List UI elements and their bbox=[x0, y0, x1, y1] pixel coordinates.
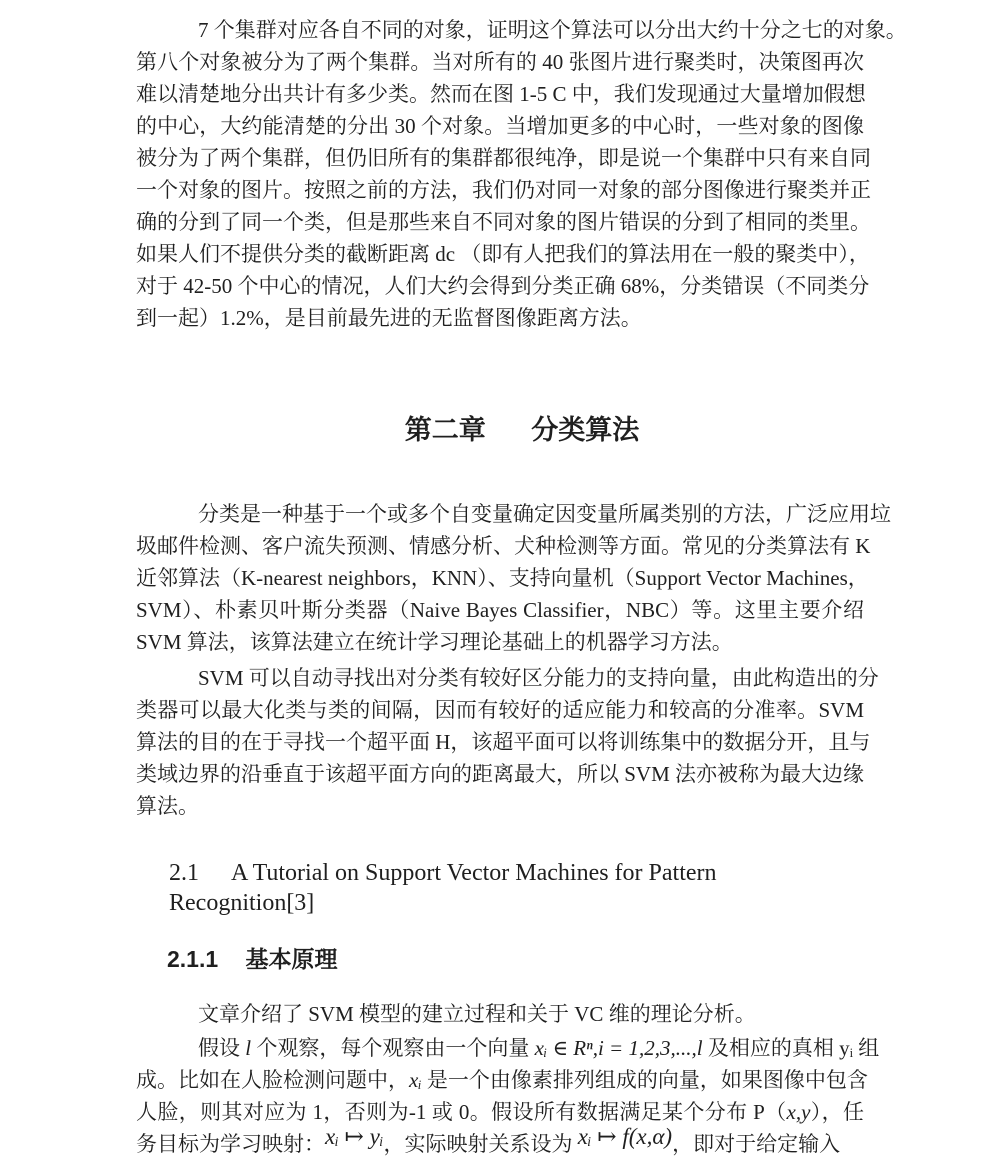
text-line bbox=[136, 1096, 864, 1128]
text-line bbox=[136, 78, 864, 110]
text-segment: 到一起）1.2%，是目前最先进的无监督图像距离方法。 bbox=[136, 306, 642, 330]
text-segment: 对于 42-50 个中心的情况，人们大约会得到分类正确 68%，分类错误（不同类分 bbox=[136, 274, 870, 298]
text-line bbox=[136, 302, 864, 334]
text-segment: 文章介绍了 SVM 模型的建立过程和关于 VC 维的理论分析。 bbox=[198, 1002, 756, 1026]
text-segment: 分类是一种基于一个或多个自变量确定因变量所属类别的方法，广泛应用垃 bbox=[198, 502, 891, 526]
paragraph-article-summary bbox=[136, 998, 864, 1030]
text-line bbox=[136, 1064, 868, 1096]
text-segment: 个观察，每个观察由一个向量 bbox=[251, 1036, 535, 1060]
chapter-number: 第二章 bbox=[404, 415, 486, 445]
text-segment: ，即对于给定输入 bbox=[672, 1132, 841, 1156]
text-segment: 人脸，则其对应为 1，否则为-1 或 0。假设所有数据满足某个分布 P（ bbox=[136, 1100, 787, 1124]
text-line bbox=[136, 498, 891, 530]
text-line bbox=[136, 206, 871, 238]
paragraph-classification-intro bbox=[136, 498, 891, 658]
math-segment: l bbox=[245, 1036, 252, 1060]
text-line bbox=[136, 46, 864, 78]
text-segment: 7 个集群对应各自不同的对象，证明这个算法可以分出大约十分之七的对象。 bbox=[198, 18, 907, 42]
text-column bbox=[136, 0, 907, 1160]
text-line bbox=[136, 562, 869, 594]
text-segment: 类器可以最大化类与类的间隔，因而有较好的适应能力和较高的分准率。SVM bbox=[136, 698, 864, 722]
subsection-title: 基本原理 bbox=[245, 946, 338, 972]
text-segment: SVM 可以自动寻找出对分类有较好区分能力的支持向量，由此构造出的分 bbox=[198, 666, 879, 690]
text-segment: 如果人们不提供分类的截断距离 dc （即有人把我们的算法用在一般的聚类中）， bbox=[136, 242, 870, 266]
section-title: A Tutorial on Support Vector Machines for Pattern Recognition[3] bbox=[169, 860, 717, 916]
text-segment: 第八个对象被分为了两个集群。当对所有的 40 张图片进行聚类时，决策图再次 bbox=[136, 50, 864, 74]
chapter-title: 分类算法 bbox=[531, 415, 640, 445]
math-segment: xᵢ ↦ f(x,α) bbox=[577, 1124, 673, 1149]
text-line bbox=[136, 626, 864, 658]
text-line bbox=[136, 110, 864, 142]
text-segment: 务目标为学习映射： bbox=[136, 1132, 325, 1156]
text-line bbox=[136, 530, 871, 562]
text-segment: 确的分到了同一个类，但是那些来自不同对象的图片错误的分到了相同的类里。 bbox=[136, 210, 871, 234]
text-segment: 及相应的真相 yᵢ 组 bbox=[702, 1036, 880, 1060]
math-segment: xᵢ bbox=[409, 1068, 422, 1092]
text-segment: 被分为了两个集群，但仍旧所有的集群都很纯净，即是说一个集群中只有来自同 bbox=[136, 146, 871, 170]
text-line bbox=[136, 726, 871, 758]
text-segment: 成。比如在人脸检测问题中， bbox=[136, 1068, 409, 1092]
text-line bbox=[136, 790, 864, 822]
text-line bbox=[136, 594, 864, 626]
text-segment: 类域边界的沿垂直于该超平面方向的距离最大，所以 SVM 法亦被称为最大边缘 bbox=[136, 762, 865, 786]
text-segment: 近邻算法（K-nearest neighbors，KNN）、支持向量机（Support Vector Machines， bbox=[136, 566, 869, 590]
text-segment: 的中心，大约能清楚的分出 30 个对象。当增加更多的中心时，一些对象的图像 bbox=[136, 114, 864, 138]
text-line bbox=[136, 14, 907, 46]
paragraph-svm-properties bbox=[136, 662, 879, 822]
text-segment: 假设 bbox=[198, 1036, 246, 1060]
text-line bbox=[136, 1124, 864, 1160]
section-heading-2-1 bbox=[136, 858, 864, 918]
text-line bbox=[136, 174, 871, 206]
text-line bbox=[136, 758, 864, 790]
text-segment: 算法。 bbox=[136, 794, 199, 818]
section-number: 2.1 bbox=[169, 860, 199, 886]
math-segment: xᵢ ∈ Rⁿ,i = 1,2,3,...,l bbox=[534, 1036, 703, 1060]
text-line bbox=[136, 270, 870, 302]
text-line bbox=[136, 662, 879, 694]
text-segment: 圾邮件检测、客户流失预测、情感分析、犬种检测等方面。常见的分类算法有 K bbox=[136, 534, 871, 558]
text-line bbox=[136, 694, 864, 726]
math-segment: xᵢ ↦ yᵢ bbox=[325, 1124, 384, 1149]
text-line bbox=[136, 1032, 880, 1064]
text-segment: 难以清楚地分出共计有多少类。然而在图 1-5 C 中，我们发现通过大量增加假想 bbox=[136, 82, 866, 106]
text-line bbox=[136, 142, 871, 174]
paragraph-cluster-results bbox=[136, 14, 907, 334]
text-segment: SVM）、朴素贝叶斯分类器（Naive Bayes Classifier，NBC）等。这里主要介绍 bbox=[136, 598, 864, 622]
chapter-heading bbox=[158, 412, 886, 448]
text-line bbox=[136, 998, 864, 1030]
subsection-number: 2.1.1 bbox=[167, 946, 219, 972]
math-segment: x,y bbox=[786, 1100, 811, 1124]
text-segment: SVM 算法，该算法建立在统计学习理论基础上的机器学习方法。 bbox=[136, 630, 733, 654]
text-segment: 一个对象的图片。按照之前的方法，我们仍对同一对象的部分图像进行聚类并正 bbox=[136, 178, 871, 202]
text-segment: 算法的目的在于寻找一个超平面 H，该超平面可以将训练集中的数据分开，且与 bbox=[136, 730, 871, 754]
text-segment: 是一个由像素排列组成的向量，如果图像中包含 bbox=[421, 1068, 868, 1092]
text-line bbox=[136, 238, 870, 270]
text-segment: ，实际映射关系设为 bbox=[383, 1132, 578, 1156]
text-segment: ），任 bbox=[810, 1100, 865, 1124]
paragraph-problem-setup bbox=[136, 1032, 880, 1160]
subsection-heading-2-1-1 bbox=[136, 944, 864, 974]
